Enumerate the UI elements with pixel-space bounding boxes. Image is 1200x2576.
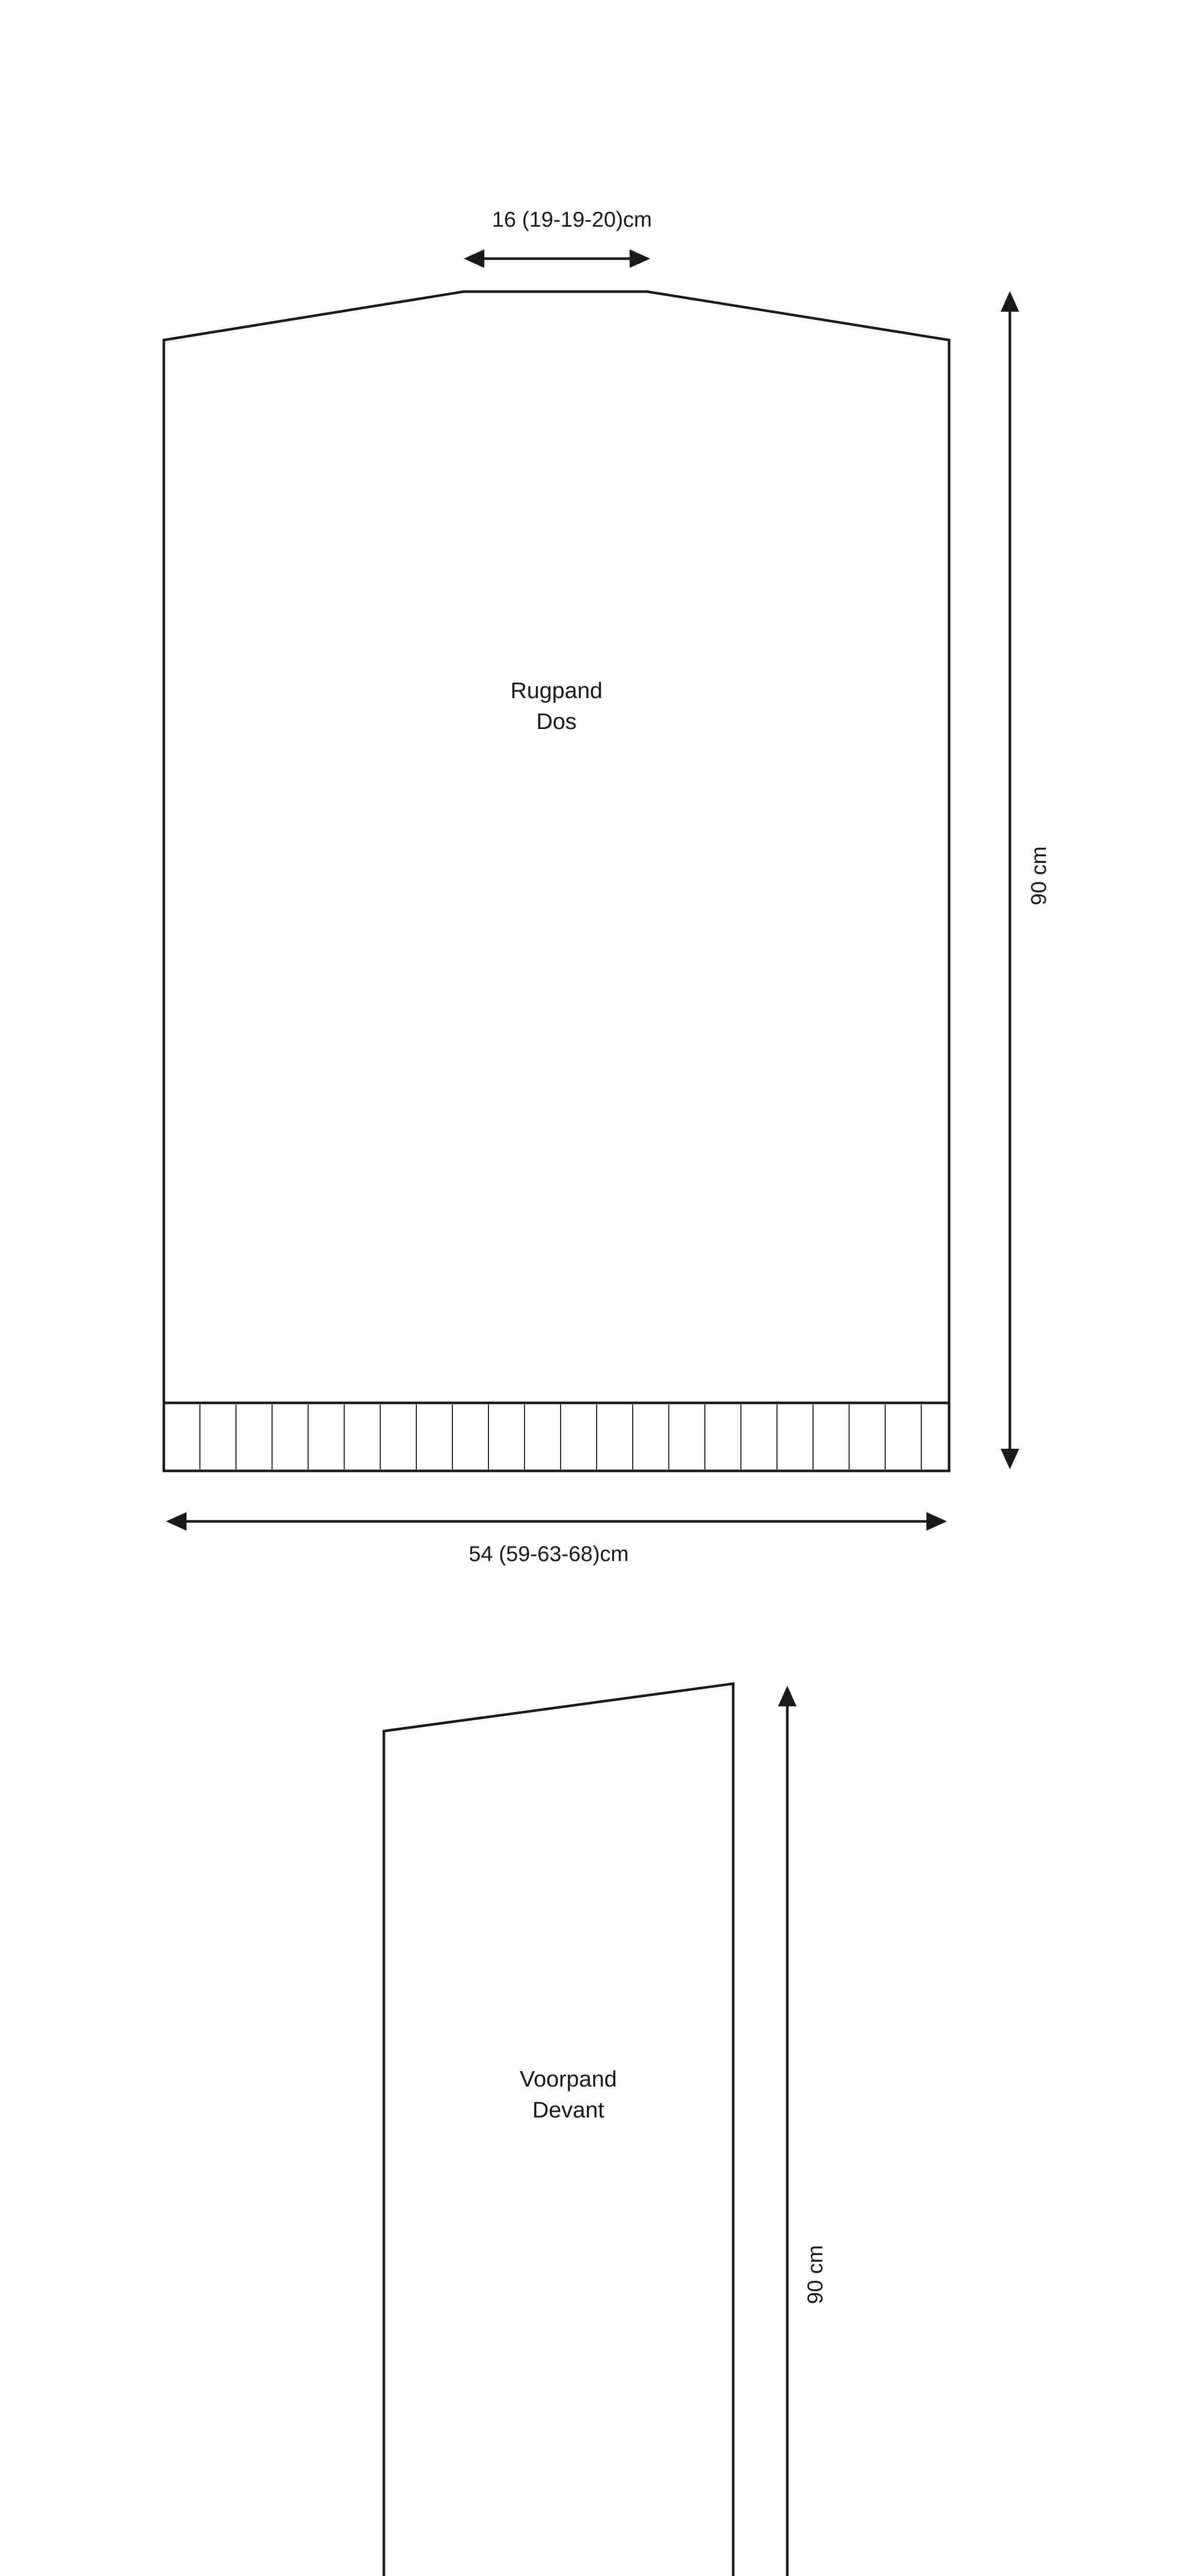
back-width-label: 54 (59-63-68)cm — [468, 1541, 629, 1566]
back-name-nl: Rugpand — [510, 678, 603, 703]
back-neck-label: 16 (19-19-20)cm — [492, 207, 652, 231]
front-name-fr: Devant — [532, 2097, 604, 2123]
arrowhead-up-icon — [1001, 291, 1019, 312]
arrowhead-down-icon — [1001, 1449, 1019, 1469]
back-name-fr: Dos — [536, 709, 577, 734]
back-width-dimension — [166, 1512, 947, 1566]
arrowhead-right-icon — [630, 249, 650, 268]
back-piece — [164, 292, 949, 1471]
arrowhead-left-icon — [464, 249, 484, 268]
back-outline — [164, 292, 949, 1471]
front-length-dimension — [778, 1686, 827, 2576]
back-length-dimension — [1001, 291, 1051, 1469]
back-neck-dimension — [464, 207, 652, 268]
back-ribbing — [200, 1404, 921, 1469]
back-length-label: 90 cm — [1026, 846, 1051, 906]
front-piece — [384, 1684, 733, 2576]
arrowhead-left-icon — [166, 1512, 187, 1531]
arrowhead-right-icon — [926, 1512, 947, 1531]
arrowhead-up-icon — [778, 1686, 797, 1706]
front-outline — [384, 1684, 733, 2576]
front-name-nl: Voorpand — [519, 2066, 617, 2092]
front-length-label: 90 cm — [803, 2245, 827, 2304]
